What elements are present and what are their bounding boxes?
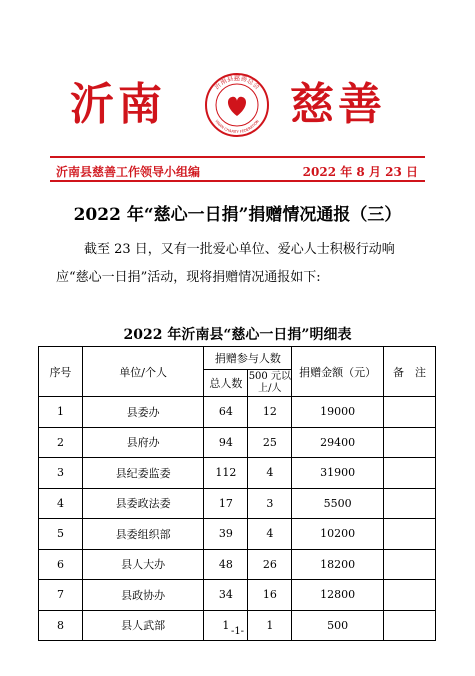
header-total: 总人数 (204, 370, 248, 397)
table-title: 2022 年沂南县“慈心一日捐”明细表 (123, 327, 352, 343)
charity-seal-logo (202, 70, 272, 140)
cell-unit: 县委政法委 (82, 488, 204, 519)
cell-unit: 县政协办 (82, 580, 204, 611)
table-row (39, 488, 436, 519)
cell-note (384, 519, 436, 550)
cell-note (384, 549, 436, 580)
intro-paragraph: 截至 23 日，又有一批爱心单位、爱心人士积极行动响应“慈心一日捐”活动，现将捐赠情况通报如下: (56, 242, 395, 285)
cell-amount: 500 (292, 610, 384, 641)
cell-seq: 5 (39, 519, 83, 550)
header-over500: 500 元以上/人 (248, 370, 292, 397)
cell-over500: 4 (248, 458, 292, 489)
table-row (39, 580, 436, 611)
cell-unit: 县纪委监委 (82, 458, 204, 489)
masthead-right-text: 慈善 (290, 79, 386, 130)
cell-total: 17 (204, 488, 248, 519)
issuing-org: 沂南县慈善工作领导小组编 (56, 165, 201, 179)
cell-unit: 县人大办 (82, 549, 204, 580)
header-participants: 捐赠参与人数 (204, 347, 292, 370)
cell-amount: 29400 (292, 427, 384, 458)
cell-total: 34 (204, 580, 248, 611)
cell-note (384, 427, 436, 458)
cell-unit: 县委组织部 (82, 519, 204, 550)
cell-over500: 4 (248, 519, 292, 550)
cell-over500: 1 (248, 610, 292, 641)
table-row (39, 519, 436, 550)
cell-seq: 6 (39, 549, 83, 580)
cell-total: 94 (204, 427, 248, 458)
cell-seq: 8 (39, 610, 83, 641)
header-unit: 单位/个人 (82, 347, 204, 397)
cell-amount: 31900 (292, 458, 384, 489)
cell-note (384, 488, 436, 519)
cell-amount: 18200 (292, 549, 384, 580)
table-row (39, 458, 436, 489)
cell-amount: 19000 (292, 397, 384, 428)
cell-note (384, 580, 436, 611)
table-row (39, 397, 436, 428)
svg-text:YINAN CHARITY FEDERATION: YINAN CHARITY FEDERATION (214, 119, 260, 135)
table-row (39, 427, 436, 458)
cell-amount: 5500 (292, 488, 384, 519)
donation-table (38, 346, 436, 641)
cell-over500: 26 (248, 549, 292, 580)
cell-unit: 县人武部 (82, 610, 204, 641)
cell-total: 1 (204, 610, 248, 641)
page-number: -1- (230, 626, 245, 637)
svg-text:沂南县慈善总会: 沂南县慈善总会 (212, 74, 262, 92)
cell-total: 64 (204, 397, 248, 428)
table-row (39, 549, 436, 580)
document-title: 2022 年“慈心一日捐”捐赠情况通报（三） (73, 205, 402, 225)
cell-seq: 4 (39, 488, 83, 519)
header-note: 备 注 (384, 347, 436, 397)
cell-over500: 16 (248, 580, 292, 611)
cell-total: 48 (204, 549, 248, 580)
cell-over500: 3 (248, 488, 292, 519)
masthead (0, 62, 475, 142)
cell-seq: 7 (39, 580, 83, 611)
cell-seq: 2 (39, 427, 83, 458)
cell-note (384, 458, 436, 489)
cell-total: 112 (204, 458, 248, 489)
issue-date: 2022 年 8 月 23 日 (302, 165, 418, 179)
cell-unit: 县府办 (82, 427, 204, 458)
cell-seq: 1 (39, 397, 83, 428)
header-amount: 捐赠金额（元） (292, 347, 384, 397)
cell-note (384, 397, 436, 428)
red-divider-bottom (50, 180, 425, 182)
cell-amount: 12800 (292, 580, 384, 611)
header-seq: 序号 (39, 347, 83, 397)
cell-amount: 10200 (292, 519, 384, 550)
cell-over500: 12 (248, 397, 292, 428)
cell-total: 39 (204, 519, 248, 550)
red-divider-top (50, 156, 425, 158)
cell-over500: 25 (248, 427, 292, 458)
cell-unit: 县委办 (82, 397, 204, 428)
cell-seq: 3 (39, 458, 83, 489)
masthead-left-text: 沂南 (70, 79, 166, 130)
